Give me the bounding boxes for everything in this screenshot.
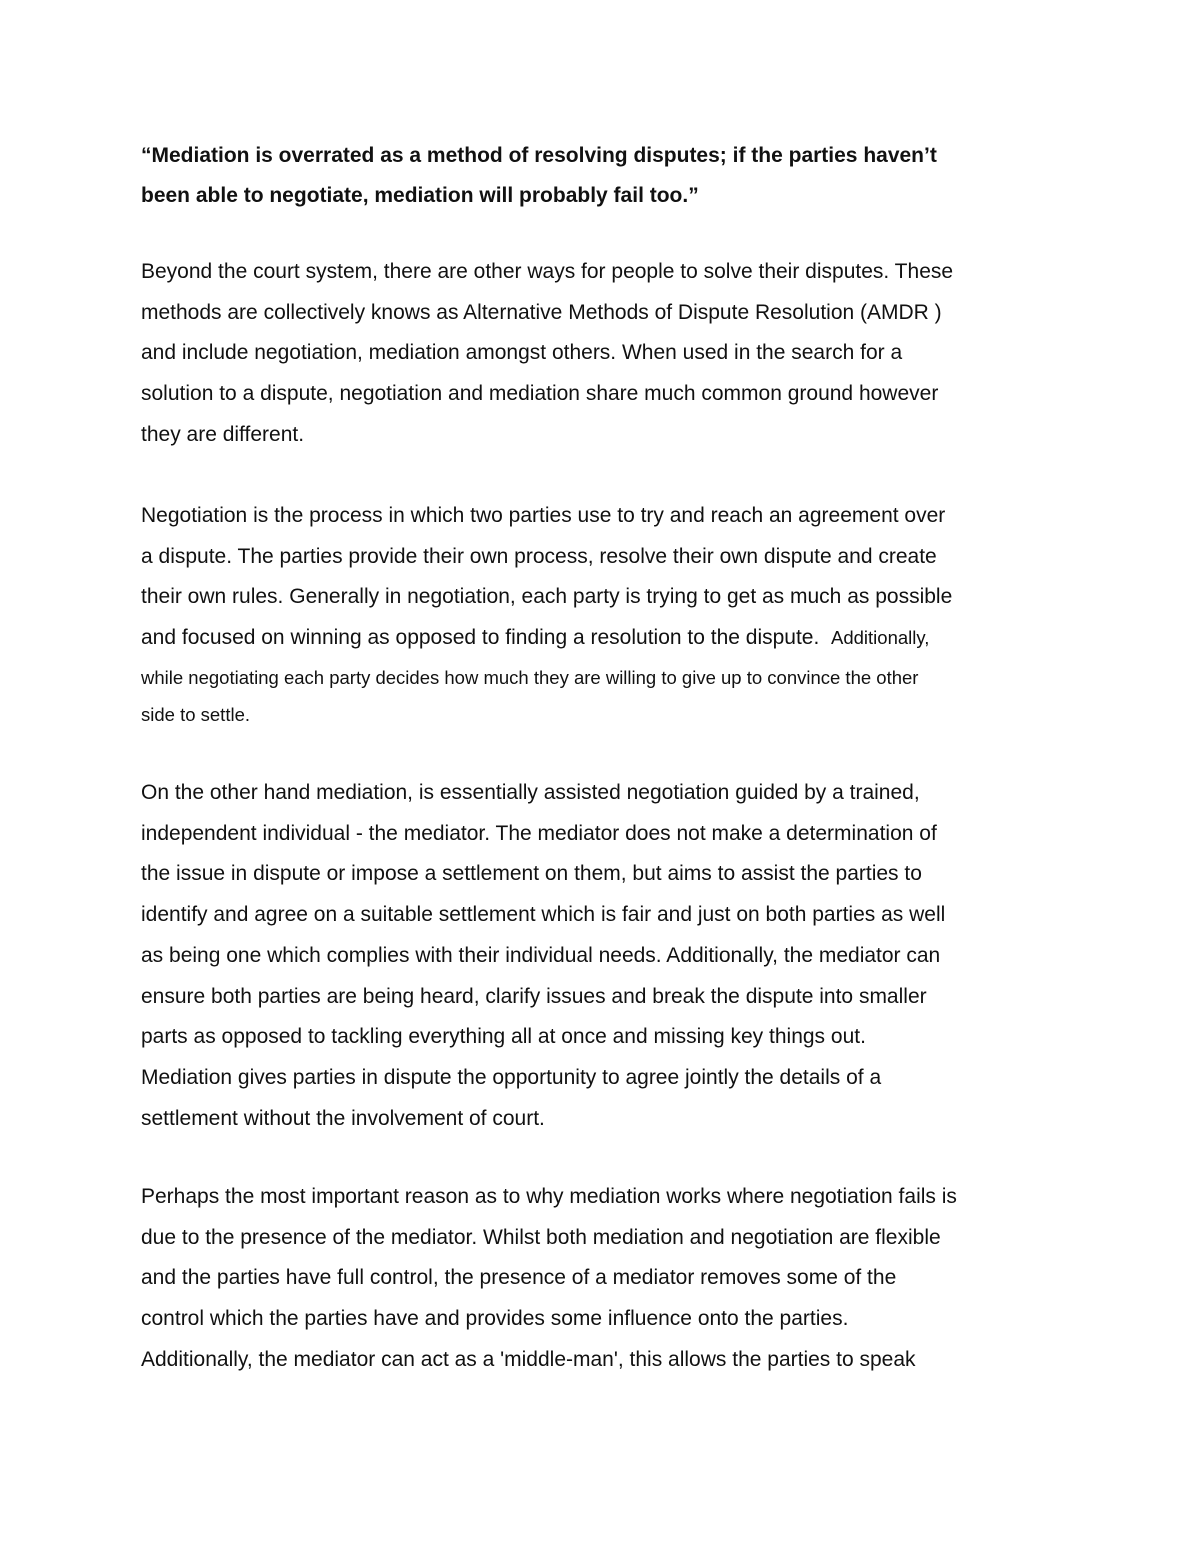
essay-title (141, 136, 1071, 216)
paragraph-line: a dispute. The parties provide their own process, resolve their own dispute and create (141, 544, 937, 568)
paragraph-small-line: while negotiating each party decides how much they are willing to give up to convince the other (141, 666, 919, 688)
paragraph-line: control which the parties have and provides some influence onto the parties. (141, 1307, 849, 1331)
title-line: “Mediation is overrated as a method of resolving disputes; if the parties haven’t (141, 144, 937, 167)
paragraph-line-text: and focused on winning as opposed to finding a resolution to the dispute. (141, 626, 831, 650)
paragraph-line: ensure both parties are being heard, clarify issues and break the dispute into smaller (141, 984, 927, 1008)
paragraph-line: Beyond the court system, there are other ways for people to solve their disputes. These (141, 260, 954, 283)
paragraph-1 (141, 252, 1071, 456)
paragraph-3 (141, 773, 1071, 1139)
paragraph-line: identify and agree on a suitable settlement which is fair and just on both parties as well (141, 903, 946, 927)
paragraph-line: independent individual - the mediator. The mediator does not make a determination of (141, 821, 937, 845)
paragraph-line: solution to a dispute, negotiation and mediation share much common ground however (141, 382, 939, 406)
title-line: been able to negotiate, mediation will probably fail too.” (141, 184, 699, 207)
paragraph-line: and include negotiation, mediation amongst others. When used in the search for a (141, 341, 903, 365)
paragraph-small-inline: Additionally, (831, 627, 930, 649)
paragraph-line: and the parties have full control, the presence of a mediator removes some of the (141, 1266, 897, 1290)
paragraph-line: their own rules. Generally in negotiation, each party is trying to get as much as possible (141, 585, 953, 609)
paragraph-line: the issue in dispute or impose a settlement on them, but aims to assist the parties to (141, 862, 922, 886)
paragraph-line: methods are collectively knows as Alternative Methods of Dispute Resolution (AMDR ) (141, 300, 942, 324)
paragraph-line: Perhaps the most important reason as to why mediation works where negotiation fails is (141, 1185, 957, 1208)
paragraph-line-mixed (141, 618, 1071, 659)
paragraph-4 (141, 1177, 1071, 1381)
paragraph-line: they are different. (141, 422, 305, 446)
paragraph-2 (141, 496, 1071, 734)
paragraph-line: settlement without the involvement of court. (141, 1106, 545, 1130)
paragraph-line: Additionally, the mediator can act as a 'middle-man', this allows the parties to speak (141, 1347, 916, 1371)
paragraph-line: On the other hand mediation, is essentially assisted negotiation guided by a trained, (141, 781, 920, 804)
paragraph-small-line: side to settle. (141, 704, 251, 726)
paragraph-line: parts as opposed to tackling everything all at once and missing key things out. (141, 1025, 866, 1049)
paragraph-line: Mediation gives parties in dispute the opportunity to agree jointly the details of a (141, 1065, 882, 1089)
paragraph-line: as being one which complies with their individual needs. Additionally, the mediator can (141, 943, 941, 967)
paragraph-line: due to the presence of the mediator. Whilst both mediation and negotiation are flexible (141, 1225, 941, 1249)
paragraph-line: Negotiation is the process in which two parties use to try and reach an agreement over (141, 504, 946, 527)
